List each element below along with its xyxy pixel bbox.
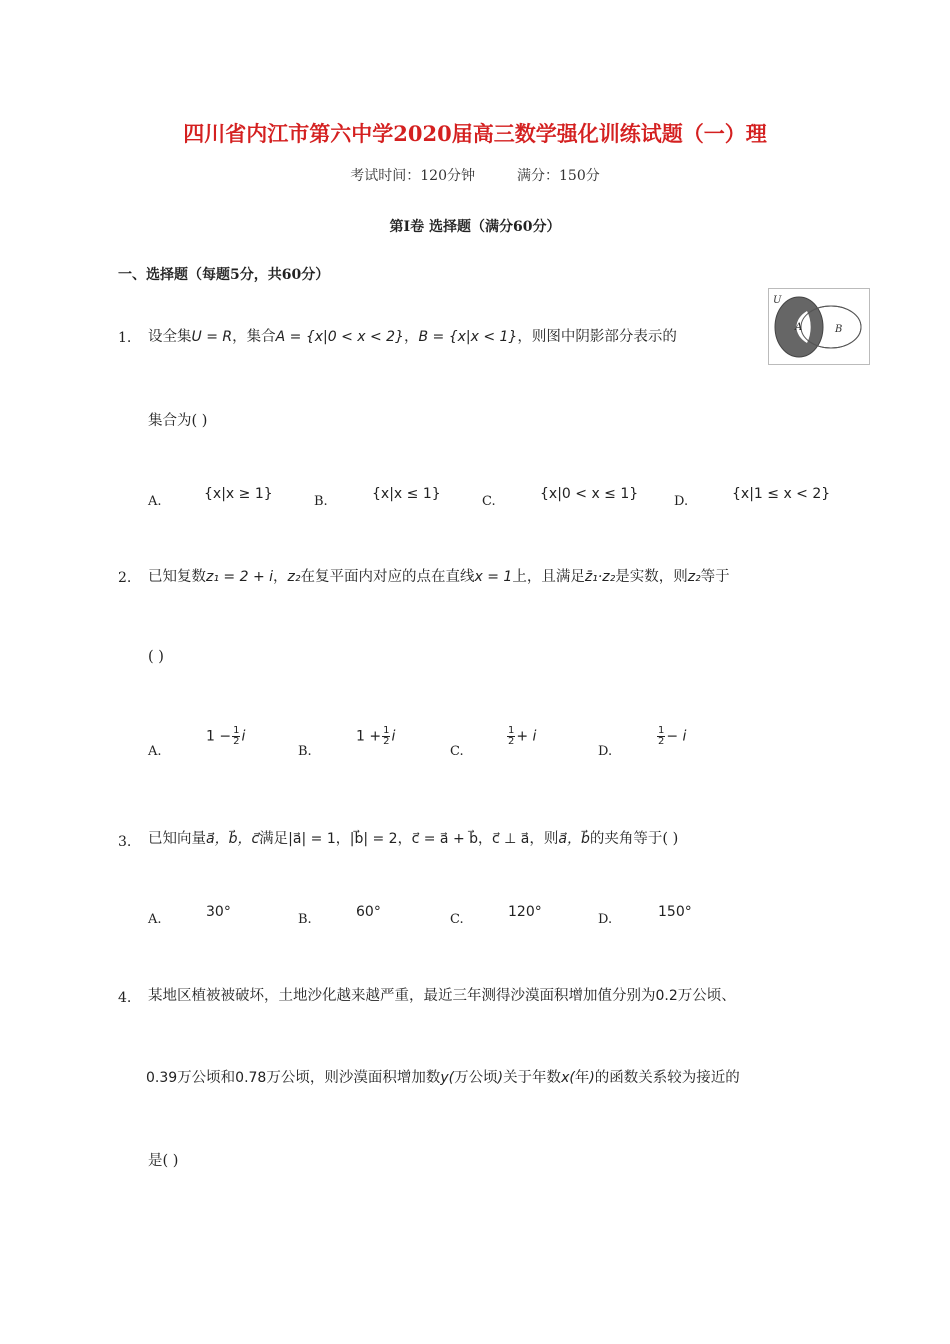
q1-option-a: {x|x ≥ 1} xyxy=(204,486,273,502)
q4-text: 关于年数 xyxy=(503,1070,562,1086)
q2-option-d: $\frac{1}{2}$ − i xyxy=(658,725,687,747)
q3-option-d: 150° xyxy=(658,904,692,920)
q2-option-a-label: A. xyxy=(148,744,162,759)
q1-number: 1. xyxy=(118,330,132,346)
q1-option-d: {x|1 ≤ x < 2} xyxy=(732,486,831,502)
q3-option-c: 120° xyxy=(508,904,542,920)
q4-text: 万公顷 xyxy=(454,1070,498,1086)
q4-stem xyxy=(148,985,736,1007)
q1-stem xyxy=(148,326,677,348)
q2-math: z₂ xyxy=(687,569,701,585)
venn-label-a: A xyxy=(795,322,803,333)
q1-option-a-label: A. xyxy=(148,494,162,509)
q1-text: 设全集 xyxy=(148,329,192,345)
q2-text: ， xyxy=(273,569,288,585)
q2-option-d-label: D. xyxy=(598,744,613,759)
q3-option-b-label: B. xyxy=(298,912,312,927)
q3-math: a⃗，b⃗，c⃗ xyxy=(206,831,260,847)
q1-math-b: B = {x|x < 1} xyxy=(418,329,518,345)
q2-math: x = 1 xyxy=(474,569,513,585)
q1-option-c-label: C. xyxy=(482,494,496,509)
q2-option-c-label: C. xyxy=(450,744,464,759)
q3-option-b: 60° xyxy=(356,904,381,920)
document-title: 四川省内江市第六中学2020届高三数学强化训练试题（一）理 xyxy=(183,121,767,146)
q2-math: z̄₁·z₂ xyxy=(584,569,616,585)
q1-text: ， xyxy=(404,329,419,345)
q4-text: 年 xyxy=(574,1070,590,1086)
q2-option-c: $\frac{1}{2}$ + i xyxy=(508,725,537,747)
q1-math-a: A = {x|0 < x < 2} xyxy=(275,329,404,345)
q3-option-a: 30° xyxy=(206,904,231,920)
q1-option-c: {x|0 < x ≤ 1} xyxy=(540,486,639,502)
q4-stem-line2 xyxy=(146,1067,740,1089)
venn-label-b: B xyxy=(835,324,843,335)
q1-text: ，则图中阴影部分表示的 xyxy=(517,329,677,345)
venn-label-u: U xyxy=(773,295,782,306)
q4-stem-line3: 是( ) xyxy=(148,1153,179,1169)
q2-math: z₂ xyxy=(287,569,301,585)
q1-option-d-label: D. xyxy=(674,494,689,509)
q4-math: ) xyxy=(497,1070,504,1086)
q3-math: a⃗，b⃗ xyxy=(558,831,590,847)
part-heading: 一、选择题（每题5分，共60分） xyxy=(118,267,330,283)
q3-option-a-label: A. xyxy=(148,912,162,927)
q1-stem-line2: 集合为( ) xyxy=(148,413,208,429)
venn-diagram xyxy=(768,288,870,365)
q4-number: 4. xyxy=(118,990,132,1006)
q1-option-b: {x|x ≤ 1} xyxy=(372,486,441,502)
q2-text: 上，且满足 xyxy=(512,569,585,585)
exam-info xyxy=(0,165,950,185)
q1-text: ，集合 xyxy=(232,329,276,345)
q3-option-d-label: D. xyxy=(598,912,613,927)
q4-math: 0.39 xyxy=(146,1070,178,1086)
q2-option-b: 1 + $\frac{1}{2}$ i xyxy=(356,725,396,747)
q4-text: 某地区植被被破坏，土地沙化越来越严重，最近三年测得沙漠面积增加值分别为 xyxy=(148,988,656,1004)
q2-text: 在复平面内对应的点在直线 xyxy=(300,569,475,585)
q2-math: z₁ = 2 + i xyxy=(206,569,274,585)
q4-math: 0.2 xyxy=(655,988,678,1004)
q2-text: 已知复数 xyxy=(148,569,206,585)
q4-math: y( xyxy=(440,1070,455,1086)
q4-text: 的函数关系较为接近的 xyxy=(594,1070,740,1086)
q3-option-c-label: C. xyxy=(450,912,464,927)
exam-time: 考试时间：120分钟 xyxy=(350,168,475,184)
q3-text: 满足 xyxy=(259,831,289,847)
q4-math: x( xyxy=(561,1070,575,1086)
q4-text: 万公顷，则沙漠面积增加数 xyxy=(266,1070,441,1086)
q2-stem xyxy=(148,566,730,588)
q4-math: 0.78 xyxy=(235,1070,267,1086)
q4-text: 万公顷和 xyxy=(177,1070,236,1086)
q3-text: 已知向量 xyxy=(148,831,206,847)
q2-option-b-label: B. xyxy=(298,744,312,759)
q4-math: ) xyxy=(589,1070,595,1086)
q2-option-a: 1 − $\frac{1}{2}$ i xyxy=(206,725,246,747)
q3-text: 的夹角等于( ) xyxy=(589,831,679,847)
q4-text: 万公顷、 xyxy=(677,988,736,1004)
q3-text: ，则 xyxy=(529,831,559,847)
q3-number: 3. xyxy=(118,834,132,850)
q1-math-u: U = R xyxy=(191,329,233,345)
q3-stem xyxy=(148,828,678,850)
q2-stem-line2: ( ) xyxy=(148,649,164,665)
q2-number: 2. xyxy=(118,570,132,586)
q2-text: 等于 xyxy=(700,569,730,585)
q2-text: 是实数，则 xyxy=(615,569,688,585)
exam-score: 满分：150分 xyxy=(517,168,600,184)
q1-option-b-label: B. xyxy=(314,494,328,509)
q3-math: |a⃗| = 1，|b⃗| = 2，c⃗ = a⃗ + b⃗，c⃗ ⊥ a⃗ xyxy=(288,831,530,847)
section-heading: 第Ⅰ卷 选择题（满分60分） xyxy=(389,219,561,235)
